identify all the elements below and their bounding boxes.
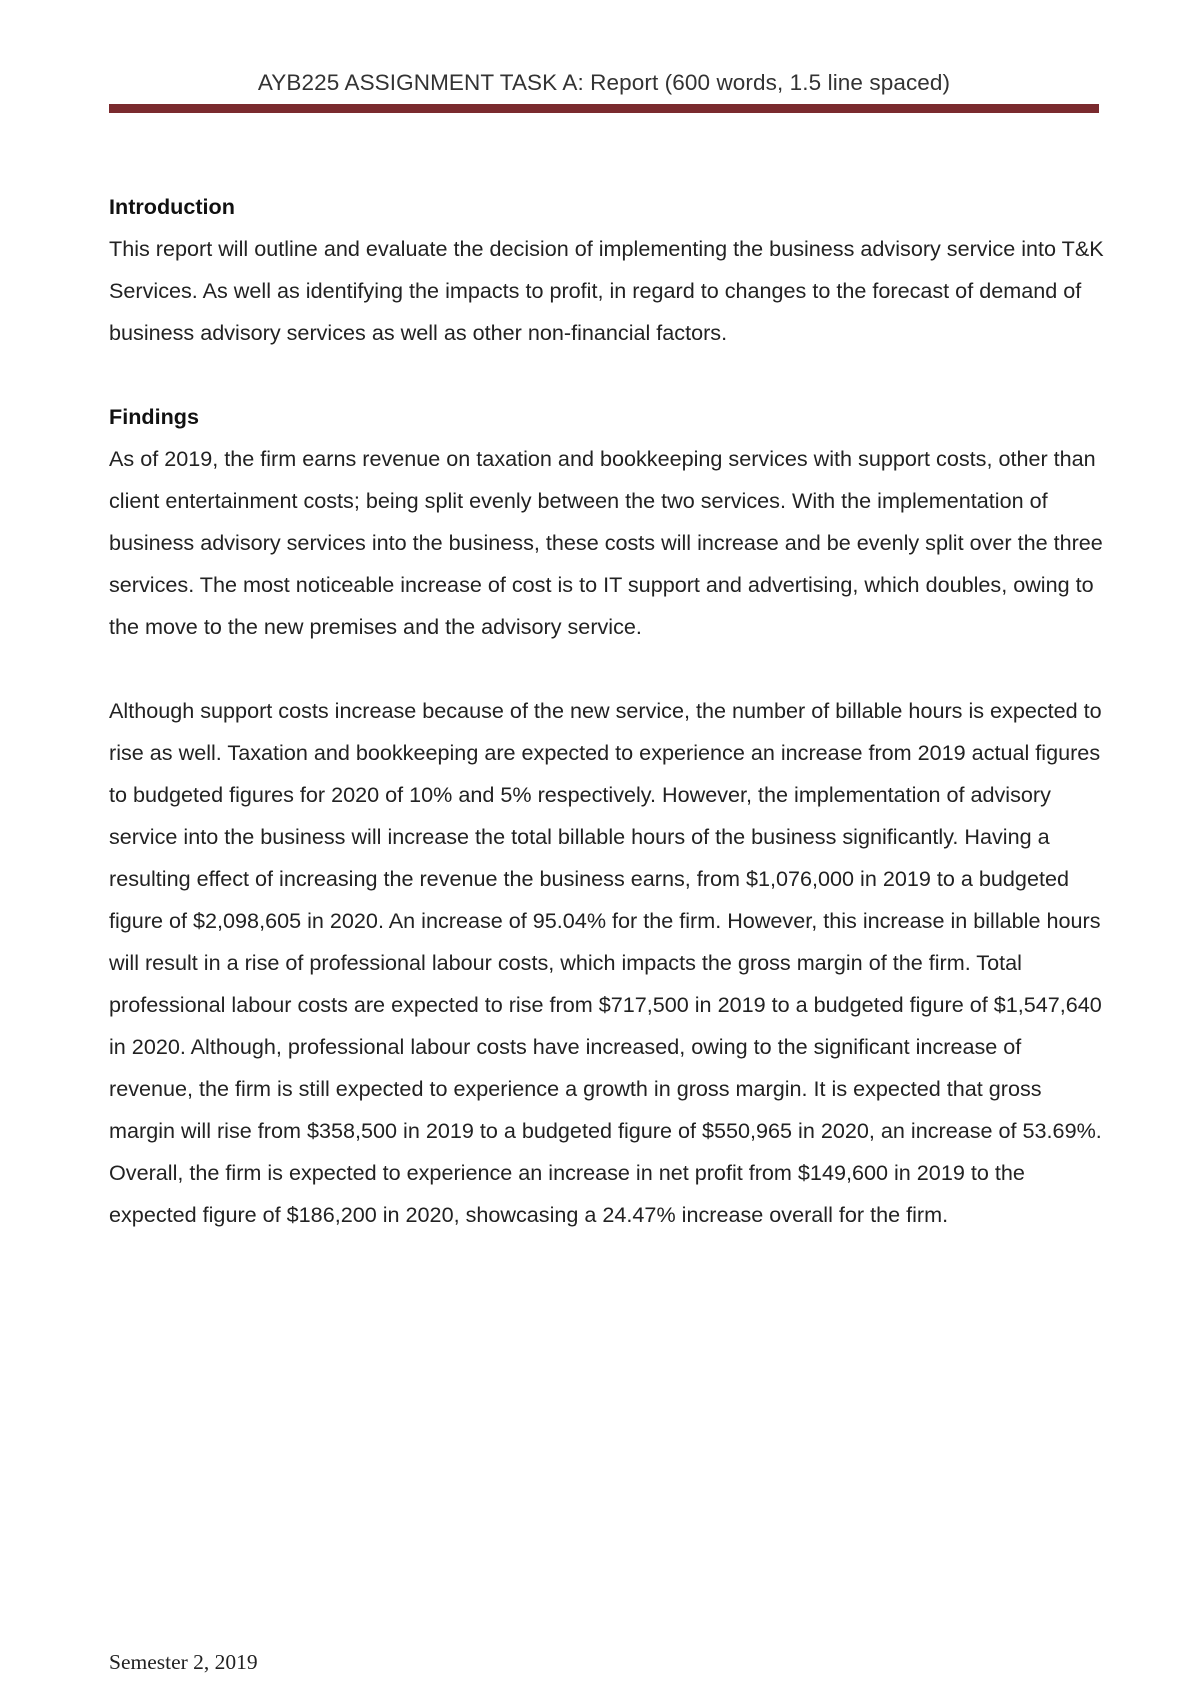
document-body (109, 186, 1109, 1236)
introduction-paragraph: This report will outline and evaluate the decision of implementing the business advisory service into T&K Services. As well as identifying the impacts to profit, in regard to changes to the forecast of demand of business advisory services as well as other non-financial factors. (109, 236, 1104, 345)
introduction-section (109, 186, 1109, 354)
paragraph-spacer (109, 648, 1109, 690)
findings-paragraph-2: Although support costs increase because of the new service, the number of billable hours is expected to rise as well. Taxation and bookkeeping are expected to experience an increase from 2019 actual figures to budgeted figures for 2020 of 10% and 5% respectively. However, the implementation of advisory service into the business will increase the total billable hours of the business significantly. Having a resulting effect of increasing the revenue the business earns, from $1,076,000 in 2019 to a budgeted figure of $2,098,605 in 2020. An increase of 95.04% for the firm. However, this increase in billable hours will result in a rise of professional labour costs, which impacts the gross margin of the firm. Total professional labour costs are expected to rise from $717,500 in 2019 to a budgeted figure of $1,547,640 in 2020. Although, professional labour costs have increased, owing to the significant increase of revenue, the firm is still expected to experience a growth in gross margin. It is expected that gross margin will rise from $358,500 in 2019 to a budgeted figure of $550,965 in 2020, an increase of 53.69%. Overall, the firm is expected to experience an increase in net profit from $149,600 in 2019 to the expected figure of $186,200 in 2020, showcasing a 24.47% increase overall for the firm. (109, 698, 1102, 1227)
findings-heading: Findings (109, 404, 199, 429)
introduction-heading: Introduction (109, 194, 235, 219)
page-header-title: AYB225 ASSIGNMENT TASK A: Report (600 words, 1.5 line spaced) (257, 70, 951, 95)
header-divider (109, 104, 1099, 113)
findings-paragraph-1: As of 2019, the firm earns revenue on taxation and bookkeeping services with support costs, other than client entertainment costs; being split evenly between the two services. With the implementation of business advisory services into the business, these costs will increase and be evenly split over the three services. The most noticeable increase of cost is to IT support and advertising, which doubles, owing to the move to the new premises and the advisory service. (109, 446, 1103, 639)
section-spacer (109, 354, 1109, 396)
page-footer: Semester 2, 2019 (109, 1650, 258, 1674)
findings-section (109, 396, 1109, 1236)
